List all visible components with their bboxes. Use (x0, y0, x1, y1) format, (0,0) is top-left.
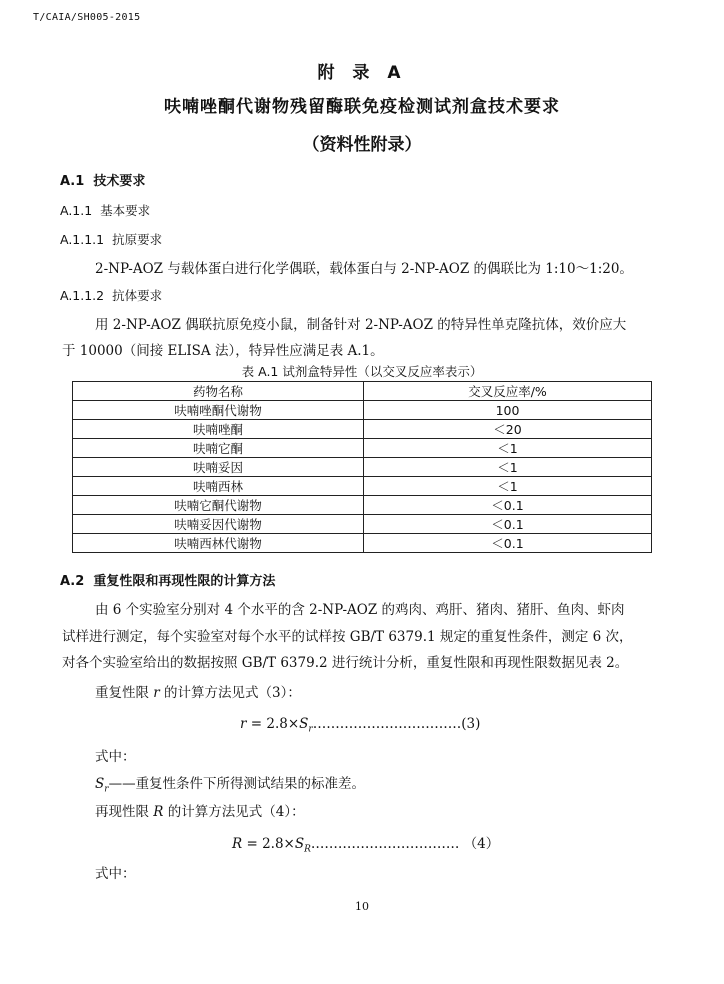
table-cell: 呋喃唑酮 (73, 420, 364, 439)
appendix-title: 呋喃唑酮代谢物残留酶联免疫检测试剂盒技术要求 (164, 97, 560, 117)
table-cell: ＜20 (364, 420, 652, 439)
table-row (73, 496, 652, 515)
table-cell: 呋喃西林 (73, 477, 364, 496)
document-id: T/CAIA/SH005-2015 (33, 12, 141, 23)
section-number: A.1.1.2 (60, 288, 105, 303)
text: = 2.8× (242, 836, 295, 852)
variable: S (95, 776, 105, 792)
variable: r (153, 685, 160, 701)
section-a11-heading (60, 201, 150, 219)
section-number: A.1.1.1 (60, 232, 105, 247)
sr-definition (95, 772, 365, 795)
table-cell: 呋喃妥因代谢物 (73, 515, 364, 534)
table-cell: 呋喃它酮代谢物 (73, 496, 364, 515)
formula-3 (240, 716, 480, 735)
section-a1-heading (60, 170, 145, 189)
antibody-requirement-line1: 用 2-NP-AOZ 偶联抗原免疫小鼠，制备针对 2-NP-AOZ 的特异性单克隆抗体，效价应大 (95, 317, 627, 333)
section-number: A.1 (60, 174, 85, 189)
appendix-subtitle: （资料性附录） (302, 135, 422, 155)
paragraph-line: 试样进行测定，每个实验室对每个水平的试样按 GB/T 6379.1 规定的重复性条件，测定 6 次， (62, 629, 633, 645)
text: 重复性限 (95, 685, 154, 701)
table-cell: ＜1 (364, 458, 652, 477)
table-cell: 呋喃妥因 (73, 458, 364, 477)
table-cell: 呋喃西林代谢物 (73, 534, 364, 553)
table-row (73, 420, 652, 439)
where-label: 式中： (95, 866, 136, 882)
subscript: R (304, 844, 311, 855)
where-label: 式中： (95, 749, 136, 765)
table-header-row (73, 382, 652, 401)
text: 再现性限 (95, 804, 154, 820)
repeatability-intro (95, 681, 301, 701)
section-a111-heading (60, 230, 162, 248)
section-title: 抗体要求 (112, 288, 163, 303)
section-title: 基本要求 (100, 203, 151, 218)
table-cell: 呋喃唑酮代谢物 (73, 401, 364, 420)
table-cell: ＜0.1 (364, 515, 652, 534)
formula-4 (232, 832, 499, 855)
variable: r (240, 716, 247, 732)
reproducibility-intro (95, 800, 305, 820)
text: ——重复性条件下所得测试结果的标准差。 (108, 776, 366, 792)
section-title: 抗原要求 (112, 232, 163, 247)
section-a2-heading (60, 570, 275, 589)
subscript: r (104, 784, 109, 795)
section-number: A.1.1 (60, 203, 93, 218)
table-cell: ＜0.1 (364, 534, 652, 553)
section-title: 重复性限和再现性限的计算方法 (93, 574, 276, 589)
table-cell: 呋喃它酮 (73, 439, 364, 458)
leader-dots: ……………………………(3) (312, 716, 481, 732)
specificity-table (72, 381, 652, 553)
table-cell: ＜1 (364, 439, 652, 458)
table-row (73, 534, 652, 553)
table-caption: 表 A.1 试剂盒特异性（以交叉反应率表示） (241, 364, 483, 379)
table-row (73, 515, 652, 534)
table-row (73, 439, 652, 458)
antigen-requirement-text: 2-NP-AOZ 与载体蛋白进行化学偶联，载体蛋白与 2-NP-AOZ 的偶联比为 1:10～1:20。 (95, 261, 633, 277)
section-title: 技术要求 (93, 174, 146, 189)
table-cell: ＜0.1 (364, 496, 652, 515)
leader-dots: …………………………… （4） (310, 836, 500, 852)
table-row (73, 477, 652, 496)
section-number: A.2 (60, 574, 85, 589)
paragraph-line: 由 6 个实验室分别对 4 个水平的含 2-NP-AOZ 的鸡肉、鸡肝、猪肉、猪肝、鱼肉、虾肉 (95, 602, 625, 618)
variable: R (232, 836, 243, 852)
variable: S (299, 716, 309, 732)
variable: S (294, 836, 305, 852)
table-row (73, 401, 652, 420)
variable: R (153, 804, 164, 820)
table-cell: ＜1 (364, 477, 652, 496)
paragraph-line: 对各个实验室给出的数据按照 GB/T 6379.2 进行统计分析，重复性限和再现性限数据见表 2。 (62, 655, 629, 671)
table-row (73, 458, 652, 477)
table-cell: 100 (364, 401, 652, 420)
table-header-cell: 药物名称 (73, 382, 364, 401)
appendix-label: 附 录 A (317, 63, 407, 83)
antibody-requirement-line2: 于 10000（间接 ELISA 法），特异性应满足表 A.1。 (62, 343, 384, 359)
text: 的计算方法见式（3）： (159, 685, 301, 701)
subscript: r (308, 724, 313, 735)
section-a112-heading (60, 286, 162, 304)
text: 的计算方法见式（4）： (163, 804, 305, 820)
table-header-cell: 交叉反应率/% (364, 382, 652, 401)
page-number: 10 (355, 900, 369, 913)
text: = 2.8× (246, 716, 300, 732)
